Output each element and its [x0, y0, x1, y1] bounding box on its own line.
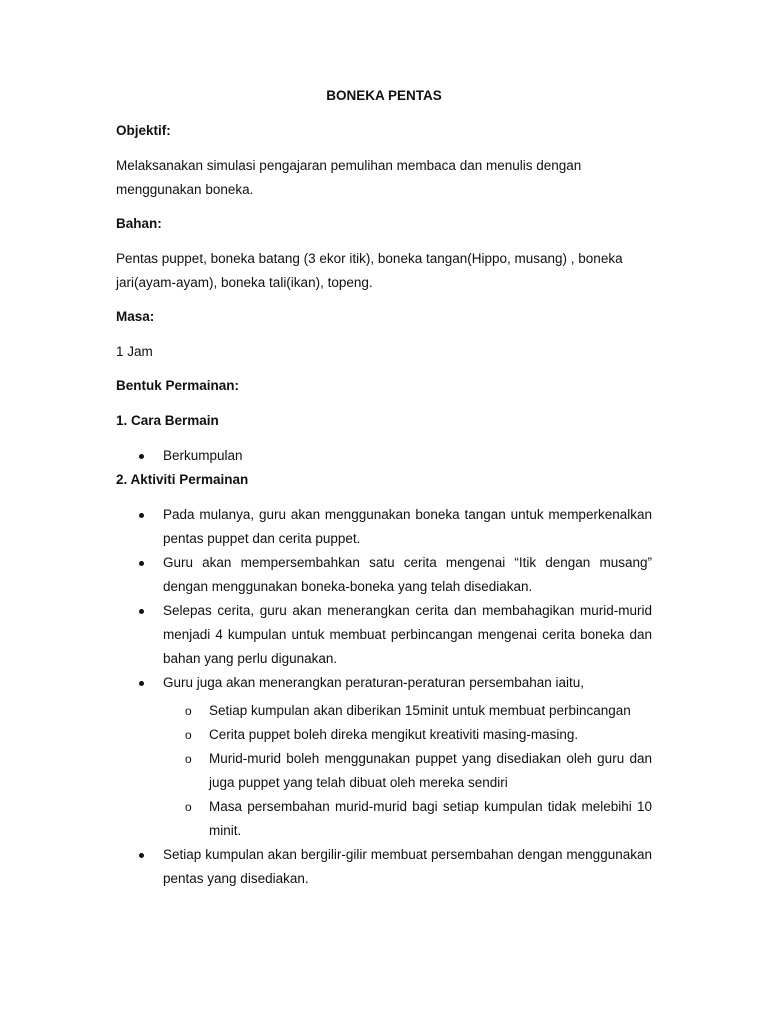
sub-list-item-text: Masa persembahan murid-murid bagi setiap kumpulan tidak melebihi 10 minit. — [209, 799, 652, 838]
sub-list-item-text: Cerita puppet boleh direka mengikut kreativiti masing-masing. — [209, 727, 579, 742]
list-item — [116, 551, 652, 599]
bahan-heading: Bahan: — [116, 216, 162, 231]
circle-bullet-icon: o — [185, 800, 192, 814]
cara-bermain-heading: 1. Cara Bermain — [116, 413, 219, 428]
list-item — [116, 843, 652, 891]
objektif-text: Melaksanakan simulasi pengajaran pemulihan membaca dan menulis dengan menggunakan boneka. — [116, 158, 582, 197]
masa-text: 1 Jam — [116, 344, 153, 359]
sub-list-item-text: Murid-murid boleh menggunakan puppet yang disediakan oleh guru dan juga puppet yang telah dibuat oleh mereka sendiri — [209, 751, 652, 790]
bullet-icon — [139, 561, 144, 566]
bullet-icon — [139, 681, 144, 686]
list-item-text: Guru juga akan menerangkan peraturan-peraturan persembahan iaitu, — [163, 675, 585, 690]
list-item — [116, 444, 652, 468]
aktiviti-permainan-heading: 2. Aktiviti Permainan — [116, 472, 249, 487]
list-item-text: Berkumpulan — [163, 448, 243, 463]
bahan-text: Pentas puppet, boneka batang (3 ekor itik), boneka tangan(Hippo, musang) , boneka jari(ayam-ayam), boneka tali(ikan), topeng. — [116, 251, 623, 290]
bullet-icon — [139, 609, 144, 614]
cara-bermain-list — [116, 444, 652, 468]
bentuk-permainan-heading: Bentuk Permainan: — [116, 378, 240, 393]
bullet-icon — [139, 513, 144, 518]
bullet-icon — [139, 454, 144, 459]
circle-bullet-icon: o — [185, 752, 192, 766]
list-item-text: Setiap kumpulan akan bergilir-gilir membuat persembahan dengan menggunakan pentas yang disediakan. — [163, 847, 652, 886]
aktiviti-permainan-list — [116, 503, 652, 891]
list-item — [116, 671, 652, 843]
sub-list-item-text: Setiap kumpulan akan diberikan 15minit untuk membuat perbincangan — [209, 703, 631, 718]
list-item — [116, 503, 652, 551]
sub-list-item — [163, 747, 652, 795]
sub-list-item — [163, 795, 652, 843]
document-title: BONEKA PENTAS — [326, 88, 442, 103]
objektif-heading: Objektif: — [116, 123, 171, 138]
circle-bullet-icon: o — [185, 728, 192, 742]
bullet-icon — [139, 853, 144, 858]
list-item-text: Guru akan mempersembahkan satu cerita mengenai “Itik dengan musang” dengan menggunakan boneka-boneka yang telah disediakan. — [163, 555, 652, 594]
sub-list-item — [163, 723, 652, 747]
list-item-text: Selepas cerita, guru akan menerangkan cerita dan membahagikan murid-murid menjadi 4 kumpulan untuk membuat perbincangan mengenai cerita boneka dan bahan yang perlu digunakan. — [163, 603, 652, 666]
list-item — [116, 599, 652, 671]
circle-bullet-icon: o — [185, 704, 192, 718]
document-content — [116, 84, 652, 891]
sub-list-item — [163, 699, 652, 723]
peraturan-sublist — [163, 699, 652, 843]
masa-heading: Masa: — [116, 309, 155, 324]
list-item-text: Pada mulanya, guru akan menggunakan boneka tangan untuk memperkenalkan pentas puppet dan cerita puppet. — [163, 507, 652, 546]
